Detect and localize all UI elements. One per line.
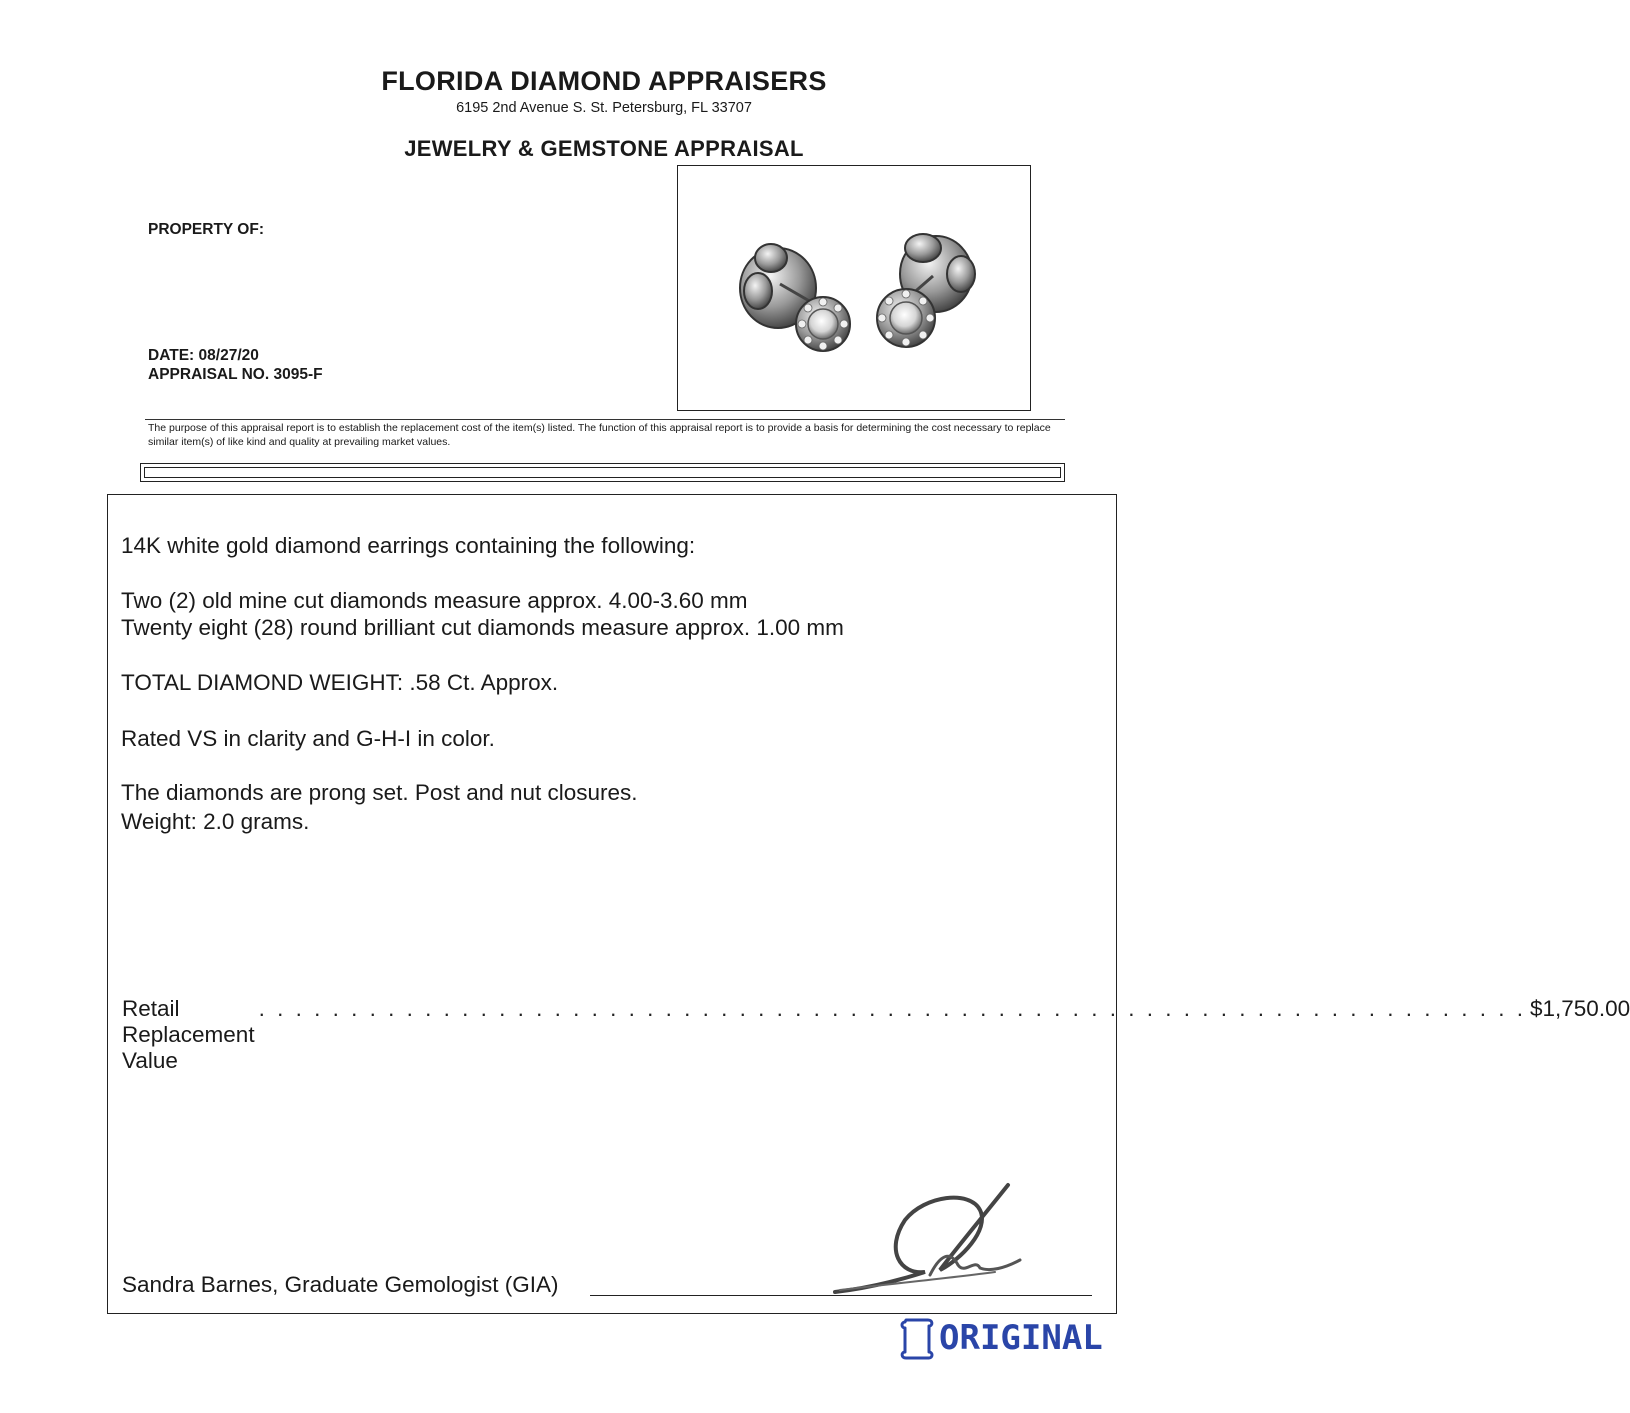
valuation-price: $1,750.00 xyxy=(1530,996,1630,1021)
description-line-1: 14K white gold diamond earrings containing the following: xyxy=(121,533,696,558)
purpose-divider xyxy=(145,419,1065,420)
clarity-color-line: Rated VS in clarity and G-H-I in color. xyxy=(121,726,495,751)
description-line-3: Twenty eight (28) round brilliant cut diamonds measure approx. 1.00 mm xyxy=(121,615,844,640)
weight-line: Weight: 2.0 grams. xyxy=(121,809,310,834)
document-title: JEWELRY & GEMSTONE APPRAISAL xyxy=(404,136,804,161)
property-of-label: PROPERTY OF: xyxy=(148,221,264,238)
signer-name: Sandra Barnes, Graduate Gemologist (GIA) xyxy=(122,1272,559,1297)
decorative-double-bar xyxy=(140,463,1065,482)
stamp-text: ORIGINAL xyxy=(939,1318,1103,1358)
signature-scribble xyxy=(830,1180,1030,1300)
valuation-leader-dots: . . . . . . . . . . . . . . . . . . . . . . . . . . . . . . . . . . . . . . . . . . . . . . . . . . . . . . . . . . . . . . . . . . . . . xyxy=(258,996,1526,1021)
original-stamp xyxy=(897,1316,1107,1360)
appraisal-number-label: APPRAISAL NO. xyxy=(148,366,270,383)
left-earring xyxy=(740,244,850,351)
purpose-statement: The purpose of this appraisal report is to establish the replacement cost of the item(s) listed. The function of this appraisal report is to provide a basis for determining the cost necessary to replace similar item(s) of like kind and quality at prevailing market values. xyxy=(148,422,1051,448)
valuation-row xyxy=(122,996,1630,1074)
company-name: FLORIDA DIAMOND APPRAISERS xyxy=(381,66,827,96)
item-photo xyxy=(677,165,1031,411)
decorative-double-bar-inner xyxy=(144,467,1061,478)
company-address: 6195 2nd Avenue S. St. Petersburg, FL 33707 xyxy=(456,100,752,116)
scroll-icon xyxy=(897,1316,937,1360)
date-line xyxy=(148,347,259,365)
setting-line: The diamonds are prong set. Post and nut closures. xyxy=(121,780,638,805)
valuation-label: Retail Replacement Value xyxy=(122,996,255,1073)
total-weight-line: TOTAL DIAMOND WEIGHT: .58 Ct. Approx. xyxy=(121,670,559,695)
appraisal-number-value: 3095-F xyxy=(273,366,323,383)
appraisal-number-line xyxy=(148,366,323,384)
date-label: DATE: xyxy=(148,347,195,364)
earrings-image xyxy=(678,166,1030,410)
right-earring xyxy=(877,234,975,347)
description-line-2: Two (2) old mine cut diamonds measure approx. 4.00-3.60 mm xyxy=(121,588,748,613)
date-value: 08/27/20 xyxy=(198,347,259,364)
